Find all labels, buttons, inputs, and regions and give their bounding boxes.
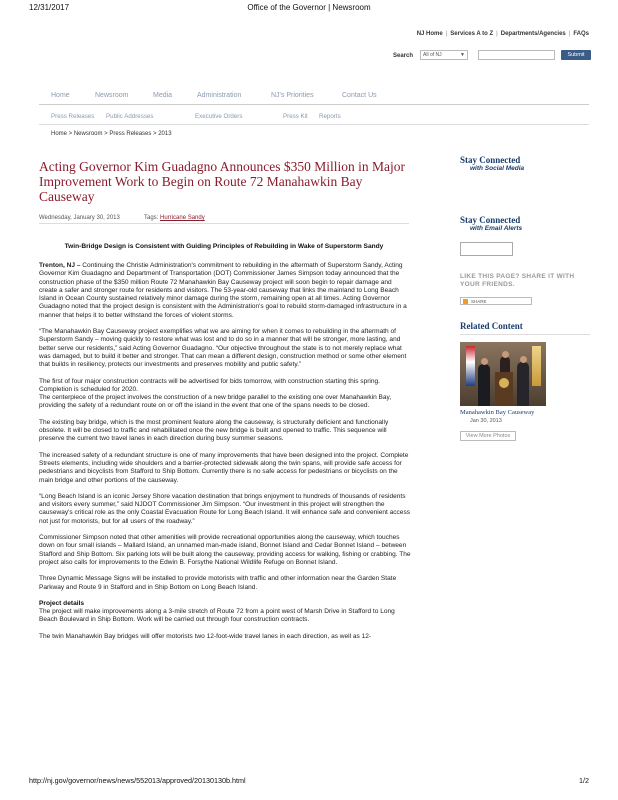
- paragraph: The twin Manahawkin Bay bridges will offer motorists two 12-foot-wide travel lanes in each direction, as well as 12-: [39, 632, 372, 640]
- tag-link[interactable]: Hurricane Sandy: [160, 215, 205, 221]
- search-submit-button[interactable]: Submit: [561, 50, 591, 60]
- divider: [460, 334, 590, 335]
- section-heading: Project details: [39, 599, 85, 607]
- stay-connected-email-title: Stay Connected: [460, 215, 521, 225]
- stay-connected-social-title: Stay Connected: [460, 155, 521, 165]
- paragraph: Commissioner Simpson noted that other amenities will provide recreational opportunities along the causeway, which touches down on four small islands – Mallard Island, an unnamed man-made island, Bonnet Island and Cedar Bonnet Island – between Stafford and Ship Bottom. Six parking lots will be built along the causeway, providing access for walking, fishing or crabbing. The project also calls for improvements to the Edwin B. Forsythe National Wildlife Refuge on Bonnet Island.: [39, 534, 411, 566]
- toplink-departments[interactable]: Departments/Agencies: [500, 31, 566, 37]
- subnav-executive-orders[interactable]: Executive Orders: [195, 113, 243, 120]
- paragraph: The centerpiece of the project involves the construction of a new bridge parallel to the existing one over Manahawkin Bay, providing the safety of a redundant route on or off the island in the event that one of the spans needs to be closed.: [39, 394, 392, 410]
- related-photo[interactable]: [460, 342, 546, 406]
- us-flag-icon: [466, 346, 475, 386]
- share-prompt: LIKE THIS PAGE? SHARE IT WITH YOUR FRIENDS.: [460, 273, 575, 288]
- toplink-nj-home[interactable]: NJ Home: [416, 31, 443, 37]
- podium: [495, 372, 513, 406]
- toplink-services[interactable]: Services A to Z: [450, 31, 494, 37]
- nav-administration[interactable]: Administration: [197, 92, 242, 99]
- paragraph: Trenton, NJ – Continuing the Christie Administration's commitment to rebuilding in the aftermath of Superstorm Sandy, Acting Governor Kim Guadagno and Department of Transportation (DOT) Commissioner James Simpson today announced that the construction phase of the $350 million Route 72 Manahawkin Bay Causeway project will soon begin to repair damage and create a safer and stronger route for residents and visitors. The 53-year-old causeway that links the mainland to Long Beach Island in Ocean County sustained relatively minor damage during the storm, remaining open at all times. Acting Governor Guadagno noted that the project design is consistent with the Administration's goal to rebuild storm-damaged infrastructure in a manner that helps it to better withstand the forces of violent storms.: [39, 262, 407, 319]
- divider: [39, 223, 409, 224]
- print-title: Office of the Governor | Newsroom: [247, 3, 371, 12]
- page-number: 1/2: [579, 776, 589, 785]
- main-nav: [39, 88, 589, 105]
- sidebar: [460, 155, 590, 232]
- article-subhead: Twin-Bridge Design is Consistent with Guiding Principles of Rebuilding in Wake of Superstorm Sandy: [64, 243, 384, 250]
- related-content-title: Related Content: [460, 321, 523, 331]
- nav-home[interactable]: Home: [51, 92, 70, 99]
- article-meta: [39, 215, 205, 221]
- subnav-public-addresses[interactable]: Public Addresses: [106, 113, 154, 120]
- share-button[interactable]: SHARE: [460, 297, 532, 305]
- subnav-press-kit[interactable]: Press Kit: [283, 113, 308, 120]
- search-input[interactable]: [478, 50, 555, 60]
- share-icon: [463, 299, 468, 304]
- state-flag-icon: [532, 346, 541, 386]
- print-url: http://nj.gov/governor/news/news/552013/approved/20130130b.html: [29, 776, 246, 785]
- social-media-link[interactable]: with Social Media: [470, 165, 525, 172]
- nav-priorities[interactable]: NJ's Priorities: [271, 92, 314, 99]
- top-links: NJ Home | Services A to Z | Departments/Agencies | FAQs: [416, 31, 589, 37]
- nav-contact[interactable]: Contact Us: [342, 92, 377, 99]
- article-date: Wednesday, January 30, 2013: [39, 215, 120, 221]
- breadcrumb[interactable]: Home > Newsroom > Press Releases > 2013: [51, 131, 172, 137]
- nav-media[interactable]: Media: [153, 92, 173, 99]
- photo-caption[interactable]: Manahawkin Bay Causeway: [460, 409, 535, 416]
- photo-date: Jan 30, 2013: [470, 418, 502, 424]
- paragraph: The project will make improvements along a 3-mile stretch of Route 72 from a point west of Marsh Drive in Stafford to Long Beach Boulevard in Ship Bottom. Work will be carried out through four construction contracts.: [39, 608, 395, 624]
- email-alerts-link[interactable]: with Email Alerts: [470, 225, 523, 232]
- search-bar: [393, 50, 593, 62]
- search-scope-select[interactable]: All of NJ ▼: [420, 50, 468, 60]
- tags-label: Tags:: [144, 215, 159, 221]
- email-input[interactable]: [460, 242, 513, 256]
- search-label: Search: [393, 53, 414, 59]
- seal-icon: [499, 378, 509, 388]
- paragraph: The first of four major construction contracts will be advertised for bids tomorrow, with construction starting this spring. Completion is scheduled for 2020.: [39, 377, 380, 393]
- paragraph: The increased safety of a redundant structure is one of many improvements that have been designed into the project. Complete Streets elements, including wide shoulders and a barrier-protected sidewalk along the twin spans, will provide safe access for pedestrians and bicyclists from Stafford to Ship Bottom. Currently there is no safe access for pedestrians or bicyclists on the main bridge and other portions of the causeway.: [39, 451, 409, 484]
- divider: [39, 124, 589, 125]
- subnav-reports[interactable]: Reports: [319, 113, 341, 120]
- paragraph: “Long Beach Island is an iconic Jersey Shore vacation destination that brings enjoyment to hundreds of thousands of residents and visitors every summer,” said NJDOT Commissioner Jim Simpson. “Our investment in this project will strengthen the causeway's critical role as the only Coastal Evacuation Route for Long Beach Island. It will enhance safe and convenient access not just for motorists, but for all users of the roadway.”: [39, 492, 410, 525]
- paragraph: Three Dynamic Message Signs will be installed to provide motorists with traffic and other information near the Garden State Parkway and Route 9 in Stafford and in Ship Bottom on Long Beach Island.: [39, 575, 397, 591]
- chevron-down-icon: ▼: [460, 52, 465, 58]
- print-header: [0, 0, 618, 20]
- view-more-photos-button[interactable]: View More Photos: [460, 431, 516, 441]
- article-body: [39, 262, 411, 649]
- toplink-faqs[interactable]: FAQs: [573, 31, 589, 37]
- page-title: Acting Governor Kim Guadagno Announces $350 Million in Major Improvement Work to Begin on Route 72 Manahawkin Bay Causeway: [39, 159, 405, 204]
- print-date: 12/31/2017: [29, 3, 70, 12]
- nav-newsroom[interactable]: Newsroom: [95, 92, 129, 99]
- paragraph: “The Manahawkin Bay Causeway project exemplifies what we are aiming for when it comes to rebuilding in the aftermath of Superstorm Sandy – moving quickly to restore what was lost and to do so in a manner that will be stronger, more lasting, and better serve our residents,” said Acting Governor Guadagno. “Our objective throughout the state is to not merely replace what was damaged, but to build it better and stronger. That can mean a different design, construction method or some other element that builds in resiliency, protects our investments and preserves mobility and public safety.”: [39, 328, 407, 369]
- subnav-press-releases[interactable]: Press Releases: [51, 113, 95, 120]
- paragraph: The existing bay bridge, which is the most prominent feature along the causeway, is structurally deficient and functionally obsolete. It will be closed to traffic and rehabilitated once the new bridge is built and opened to traffic. This sequence will preserve the current two travel lanes in each direction during busy summer seasons.: [39, 418, 389, 443]
